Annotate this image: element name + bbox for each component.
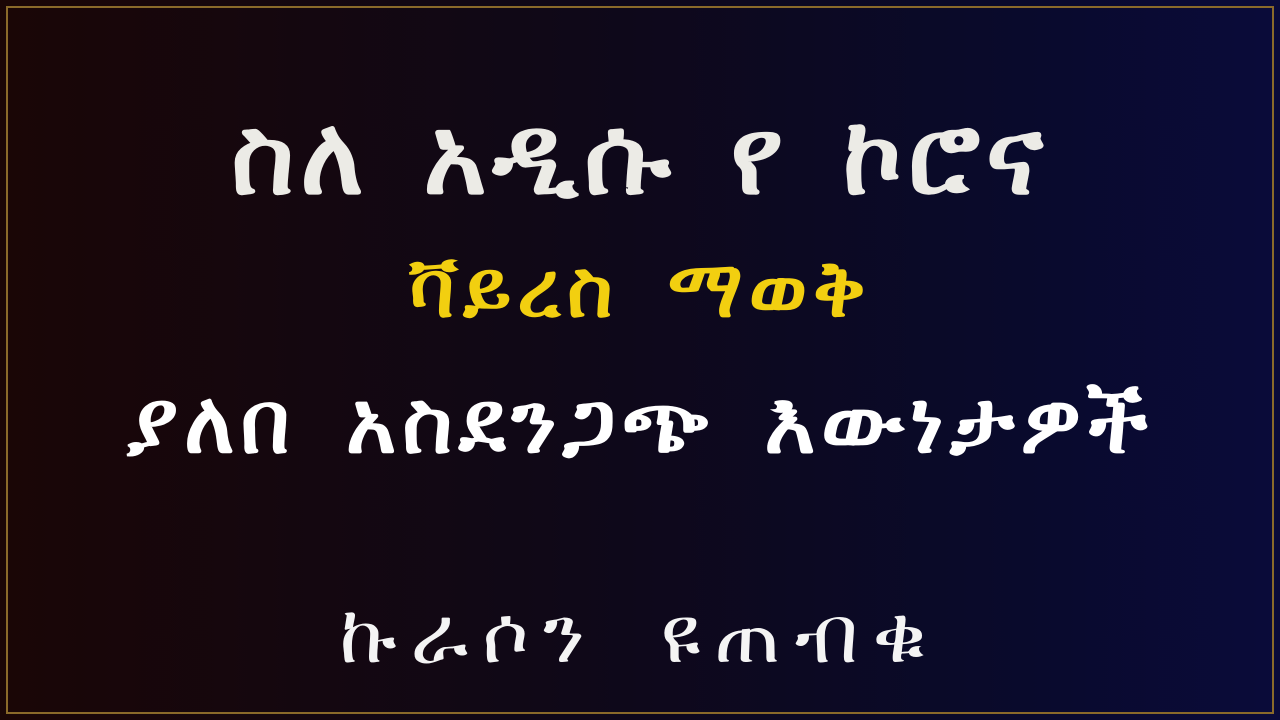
footer-line: ኩራሶን ዩጠብቁ: [339, 588, 941, 681]
headline-line-1: ስለ አዲሱ የ ኮሮና: [230, 94, 1050, 219]
headline-line-3: ያለበ አስደንጋጭ እውነታዎች: [126, 373, 1154, 473]
headline-line-2-highlight: ቫይረስ ማወቅ: [408, 245, 872, 335]
